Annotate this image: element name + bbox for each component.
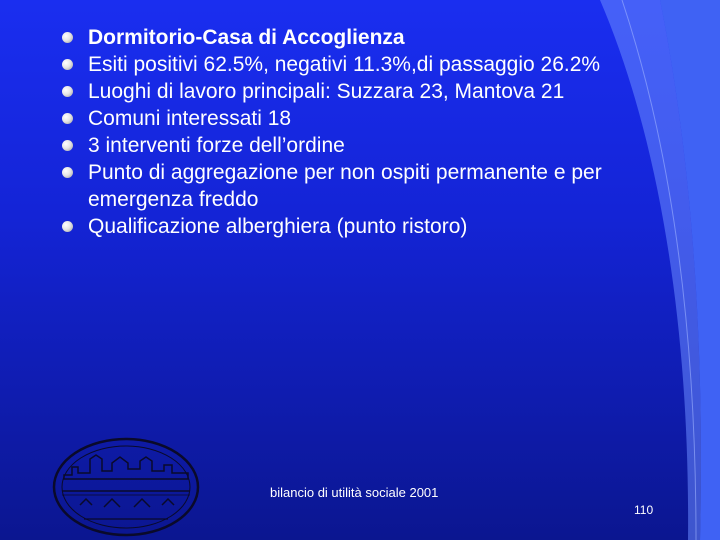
sphere-bullet-icon	[62, 32, 73, 43]
bullet-text: Esiti positivi 62.5%, negativi 11.3%,di passaggio 26.2%	[88, 53, 601, 76]
sphere-bullet-icon	[62, 59, 73, 70]
bullet-list	[62, 24, 662, 240]
bullet-item	[62, 78, 662, 105]
sphere-bullet-icon	[62, 140, 73, 151]
bullet-item	[62, 159, 662, 213]
bullet-text: Comuni interessati 18	[88, 107, 292, 130]
bullet-item	[62, 51, 662, 78]
sphere-bullet-icon	[62, 86, 73, 97]
page-number: 110	[634, 503, 654, 517]
sphere-bullet-icon	[62, 113, 73, 124]
sphere-bullet-icon	[62, 221, 73, 232]
bullet-text: Qualificazione alberghiera (punto ristoro)	[88, 215, 468, 238]
bullet-item	[62, 213, 662, 240]
bullet-item	[62, 24, 662, 51]
bullet-item	[62, 132, 662, 159]
footer-title: bilancio di utilità sociale 2001	[270, 485, 439, 500]
bullet-item	[62, 105, 662, 132]
sphere-bullet-icon	[62, 167, 73, 178]
bullet-text: Punto di aggregazione per non ospiti permanente e per emergenza freddo	[88, 161, 602, 211]
bullet-text: 3 interventi forze dell’ordine	[88, 134, 345, 157]
city-seal-logo	[50, 435, 202, 540]
bullet-text: Luoghi di lavoro principali: Suzzara 23, Mantova 21	[88, 80, 565, 103]
bullet-text: Dormitorio-Casa di Accoglienza	[88, 26, 405, 49]
